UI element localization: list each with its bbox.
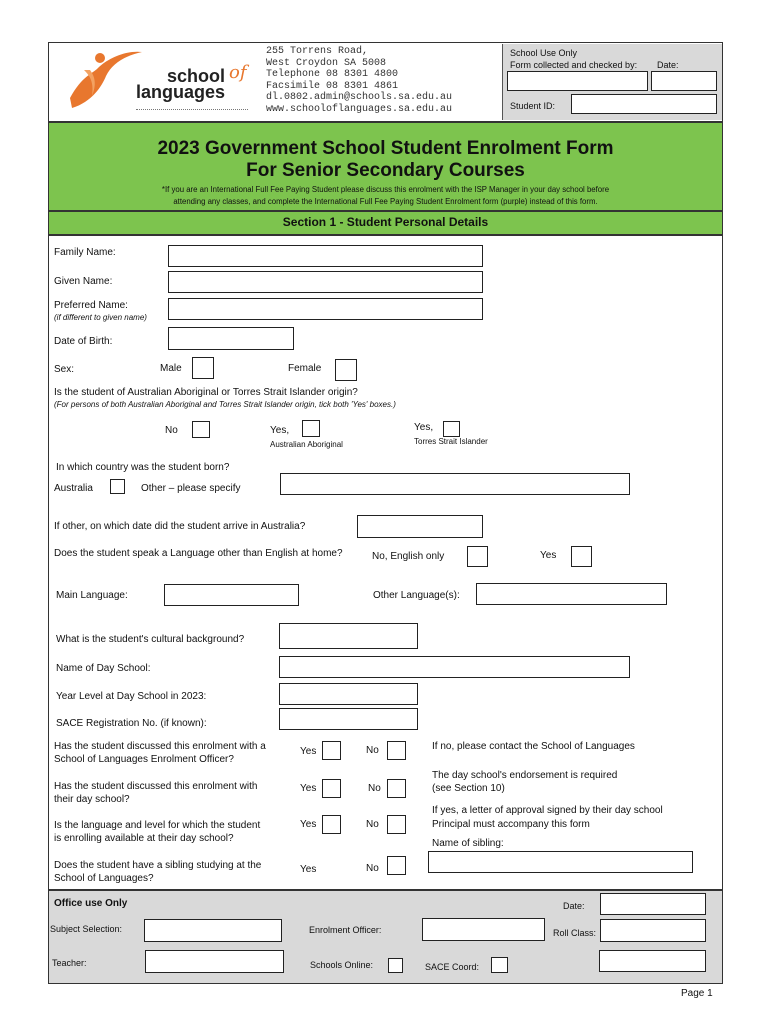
q3-line2: is enrolling available at their day school?	[54, 833, 234, 844]
teacher-label: Teacher:	[52, 958, 87, 968]
day-school-label: Name of Day School:	[56, 663, 151, 674]
sace-coord-checkbox[interactable]	[491, 957, 508, 973]
other-languages-input[interactable]	[476, 583, 667, 605]
australian-aboriginal-label: Australian Aboriginal	[270, 440, 343, 449]
year-level-label: Year Level at Day School in 2023:	[56, 691, 207, 702]
aboriginal-no-label: No	[165, 425, 178, 436]
torres-yes-checkbox[interactable]	[443, 421, 460, 437]
subject-selection-input[interactable]	[144, 919, 282, 942]
enrolment-officer-input[interactable]	[422, 918, 545, 941]
aboriginal-question: Is the student of Australian Aboriginal or Torres Strait Islander origin?	[54, 387, 358, 398]
q3-yes-label: Yes	[300, 819, 317, 830]
address-line: dl.0802.admin@schools.sa.edu.au	[266, 92, 453, 104]
other-specify-label: Other – please specify	[141, 483, 241, 494]
q3-line1: Is the language and level for which the student	[54, 820, 261, 831]
logo-languages-text: languages	[136, 82, 226, 102]
student-id-label: Student ID:	[510, 101, 556, 111]
aboriginal-yes-label: Yes,	[270, 425, 290, 436]
main-language-label: Main Language:	[56, 590, 128, 601]
form-title-line2: For Senior Secondary Courses	[246, 160, 525, 181]
logo-of-text: of	[229, 62, 247, 83]
q4-line2: School of Languages?	[54, 873, 154, 884]
given-name-label: Given Name:	[54, 276, 113, 287]
address-line: Facsimile 08 8301 4861	[266, 80, 399, 92]
aboriginal-no-checkbox[interactable]	[192, 421, 210, 438]
school-address	[266, 46, 452, 116]
q1-line1: Has the student discussed this enrolment with a	[54, 741, 266, 752]
roll-class-label: Roll Class:	[553, 928, 597, 938]
year-level-input[interactable]	[279, 683, 418, 705]
female-label: Female	[288, 363, 322, 374]
no-english-only-label: No, English only	[372, 551, 445, 562]
address-line: 255 Torrens Road,	[266, 46, 369, 57]
sibling-name-label: Name of sibling:	[432, 838, 504, 849]
aboriginal-hint: (For persons of both Australian Aboriginal and Torres Strait Islander origin, tick both 'Yes' boxes.)	[54, 400, 396, 409]
torres-yes-label: Yes,	[414, 422, 434, 433]
english-only-checkbox[interactable]	[467, 546, 488, 567]
q3-no-label: No	[366, 819, 379, 830]
other-country-input[interactable]	[280, 473, 630, 495]
q2-yes-checkbox[interactable]	[322, 779, 341, 798]
family-name-input[interactable]	[168, 245, 483, 267]
sace-input[interactable]	[279, 708, 418, 730]
dob-label: Date of Birth:	[54, 336, 113, 347]
collected-by-input[interactable]	[507, 71, 648, 91]
q1-line2: School of Languages Enrolment Officer?	[54, 754, 234, 765]
q2-line2: their day school?	[54, 794, 130, 805]
address-line: www.schooloflanguages.sa.edu.au	[266, 103, 453, 115]
day-school-input[interactable]	[279, 656, 630, 678]
main-language-input[interactable]	[164, 584, 299, 606]
torres-strait-label: Torres Strait Islander	[414, 437, 488, 446]
q1-yes-checkbox[interactable]	[322, 741, 341, 760]
section1-title: Section 1 - Student Personal Details	[282, 215, 489, 229]
collected-label: Form collected and checked by:	[510, 60, 638, 70]
teacher-input[interactable]	[145, 950, 284, 973]
q2-note-line2: (see Section 10)	[432, 783, 505, 794]
q4-no-checkbox[interactable]	[387, 856, 406, 875]
school-use-date-input[interactable]	[651, 71, 717, 91]
aboriginal-yes-checkbox[interactable]	[302, 420, 320, 437]
q4-no-label: No	[366, 863, 379, 874]
dob-input[interactable]	[168, 327, 294, 350]
female-checkbox[interactable]	[335, 359, 357, 381]
logo-school-text: school	[167, 66, 226, 86]
schools-online-label: Schools Online:	[310, 960, 374, 970]
sibling-name-input[interactable]	[428, 851, 693, 873]
q1-no-label: No	[366, 745, 379, 756]
page-number: Page 1	[681, 988, 713, 999]
q3-note-line1: If yes, a letter of approval signed by their day school	[432, 805, 663, 816]
enrolment-officer-label: Enrolment Officer:	[309, 925, 382, 935]
office-use-title: Office use Only	[54, 898, 128, 909]
q2-line1: Has the student discussed this enrolment with	[54, 781, 258, 792]
q3-no-checkbox[interactable]	[387, 815, 406, 834]
international-note-line1: *If you are an International Full Fee Paying Student please discuss this enrolment with the ISP Manager in your day school before	[161, 185, 610, 194]
q3-yes-checkbox[interactable]	[322, 815, 341, 834]
q4-line1: Does the student have a sibling studying at the	[54, 860, 262, 871]
q3-note-line2: Principal must accompany this form	[432, 819, 590, 830]
address-line: West Croydon SA 5008	[266, 57, 387, 69]
q1-no-checkbox[interactable]	[387, 741, 406, 760]
male-checkbox[interactable]	[192, 357, 214, 379]
q2-note-line1: The day school's endorsement is required	[432, 770, 618, 781]
school-use-date-label: Date:	[657, 60, 679, 70]
preferred-name-label: Preferred Name:	[54, 300, 128, 311]
q1-yes-label: Yes	[300, 746, 317, 757]
sace-label: SACE Registration No. (if known):	[56, 718, 207, 729]
arrival-date-input[interactable]	[357, 515, 483, 538]
born-question: In which country was the student born?	[56, 462, 230, 473]
preferred-name-hint: (if different to given name)	[54, 313, 147, 322]
office-extra-input[interactable]	[599, 950, 706, 972]
language-question: Does the student speak a Language other than English at home?	[54, 548, 343, 559]
australia-checkbox[interactable]	[110, 479, 125, 494]
school-use-title: School Use Only	[510, 48, 578, 58]
male-label: Male	[160, 363, 182, 374]
form-title-line1: 2023 Government School Student Enrolment Form	[157, 138, 614, 159]
other-language-yes-label: Yes	[540, 550, 557, 561]
logo-underline	[136, 109, 248, 110]
q4-yes-label: Yes	[300, 864, 317, 875]
schools-online-checkbox[interactable]	[388, 958, 403, 973]
sace-coord-label: SACE Coord:	[425, 962, 480, 972]
arrive-question: If other, on which date did the student arrive in Australia?	[54, 521, 306, 532]
international-note-line2: attending any classes, and complete the International Full Fee Paying Student Enrolment form (purple) instead of this form.	[173, 197, 598, 206]
sex-label: Sex:	[54, 364, 75, 375]
q2-no-label: No	[368, 783, 381, 794]
preferred-name-input[interactable]	[168, 298, 483, 320]
cultural-background-input[interactable]	[279, 623, 418, 649]
given-name-input[interactable]	[168, 271, 483, 293]
other-language-yes-checkbox[interactable]	[571, 546, 592, 567]
office-date-input[interactable]	[600, 893, 706, 915]
australia-label: Australia	[54, 483, 93, 494]
other-languages-label: Other Language(s):	[373, 590, 460, 601]
family-name-label: Family Name:	[54, 247, 116, 258]
subject-selection-label: Subject Selection:	[50, 924, 123, 934]
q2-yes-label: Yes	[300, 783, 317, 794]
address-line: Telephone 08 8301 4800	[266, 69, 399, 81]
student-id-input[interactable]	[571, 94, 717, 114]
office-date-label: Date:	[563, 901, 585, 911]
q1-note: If no, please contact the School of Languages	[432, 741, 635, 752]
roll-class-input[interactable]	[600, 919, 706, 942]
q2-no-checkbox[interactable]	[387, 779, 406, 798]
cultural-question: What is the student's cultural background?	[56, 634, 245, 645]
